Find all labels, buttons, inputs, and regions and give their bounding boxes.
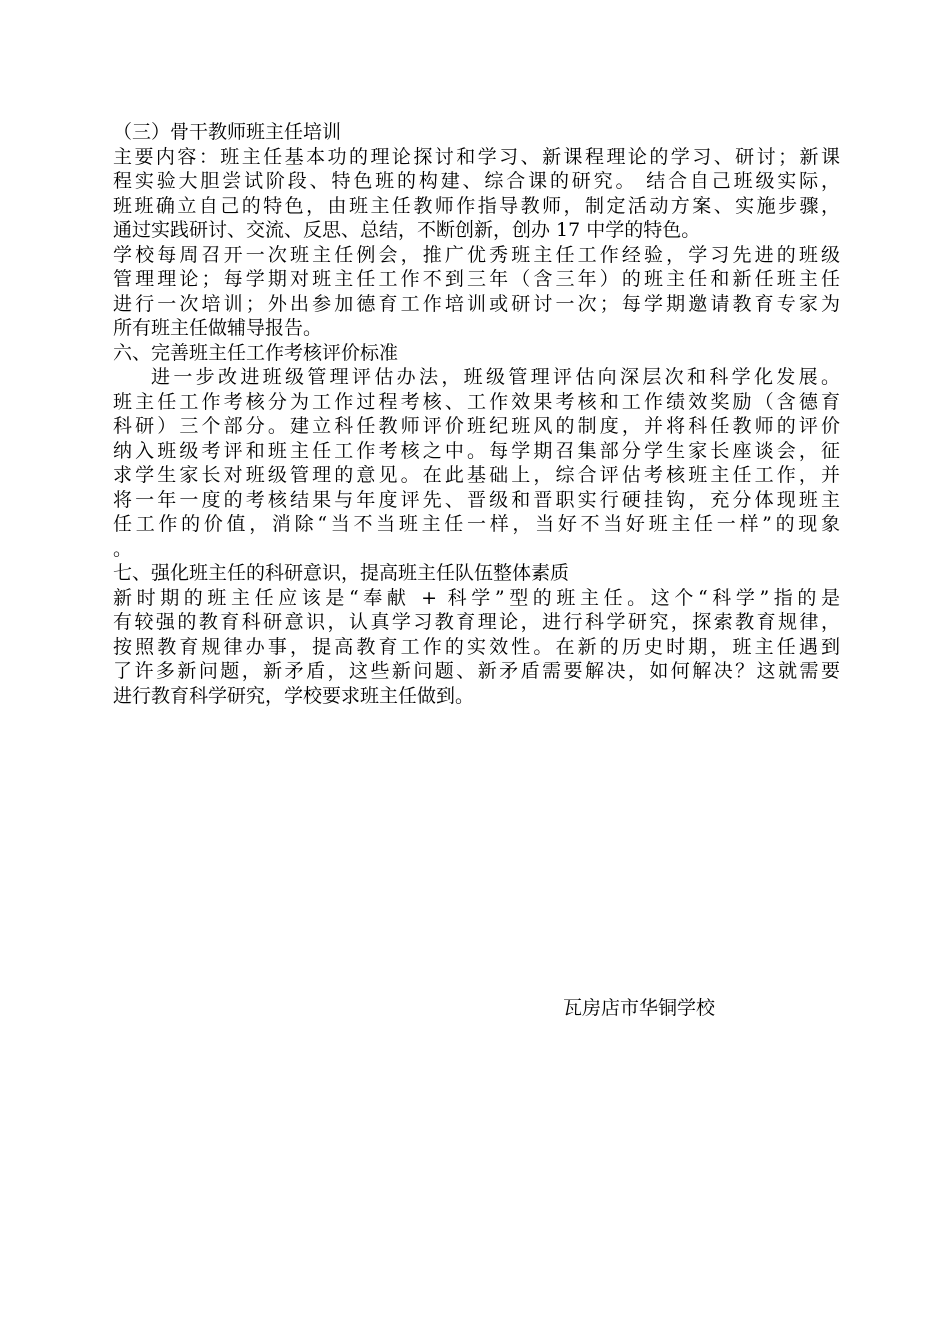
paragraph-line: 有较强的教育科研意识，认真学习教育理论，进行科学研究，探索教育规律，: [113, 611, 840, 633]
paragraph-line: 程实验大胆尝试阶段、特色班的构建、综合课的研究。 结合自己班级实际，: [113, 170, 840, 192]
section-heading-seven: 七、强化班主任的科研意识，提高班主任队伍整体素质: [113, 562, 570, 584]
section-heading-training: （三）骨干教师班主任培训: [113, 121, 342, 143]
paragraph-line: 班主任工作考核分为工作过程考核、工作效果考核和工作绩效奖励（含德育: [113, 390, 840, 413]
document-body: [113, 120, 840, 708]
paragraph-line: 学校每周召开一次班主任例会，推广优秀班主任工作经验，学习先进的班级: [113, 243, 840, 266]
paragraph-line: 通过实践研讨、交流、反思、总结，不断创新，创办 17 中学的特色。: [113, 219, 701, 241]
paragraph-line: 所有班主任做辅导报告。: [113, 317, 323, 339]
paragraph-line: 求学生家长对班级管理的意见。在此基础上，综合评估考核班主任工作，并: [113, 464, 840, 486]
paragraph-line: 科研）三个部分。建立科任教师评价班纪班风的制度，并将科任教师的评价: [113, 415, 840, 437]
paragraph-line: 任工作的价值，消除“当不当班主任一样，当好不当好班主任一样”的现象: [113, 513, 840, 535]
paragraph-line: 。: [113, 537, 133, 560]
paragraph-line: 管理理论；每学期对班主任工作不到三年（含三年）的班主任和新任班主任: [113, 268, 840, 290]
paragraph-line: 将一年一度的考核结果与年度评先、晋级和晋职实行硬挂钩，充分体现班主: [113, 488, 840, 511]
paragraph-line: 新时期的班主任应该是“奉献 + 科学”型的班主任。这个“科学”指的是: [113, 586, 840, 609]
paragraph-line: 进行一次培训；外出参加德育工作培训或研讨一次；每学期邀请教育专家为: [113, 292, 840, 315]
school-signature: 瓦房店市华铜学校: [563, 997, 716, 1019]
paragraph-line: 按照教育规律办事，提高教育工作的实效性。在新的历史时期，班主任遇到: [113, 635, 840, 658]
section-heading-six: 六、完善班主任工作考核评价标准: [113, 341, 399, 364]
paragraph-line: 主要内容：班主任基本功的理论探讨和学习、新课程理论的学习、研讨；新课: [113, 145, 840, 168]
paragraph-line: 进一步改进班级管理评估办法，班级管理评估向深层次和科学化发展。: [151, 366, 840, 388]
paragraph-line: 班班确立自己的特色，由班主任教师作指导教师，制定活动方案、实施步骤，: [113, 194, 840, 217]
paragraph-line: 进行教育科学研究，学校要求班主任做到。: [113, 684, 475, 707]
paragraph-line: 了许多新问题，新矛盾，这些新问题、新矛盾需要解决，如何解决？这就需要: [113, 660, 840, 682]
paragraph-line: 纳入班级考评和班主任工作考核之中。每学期召集部分学生家长座谈会，征: [113, 439, 840, 462]
